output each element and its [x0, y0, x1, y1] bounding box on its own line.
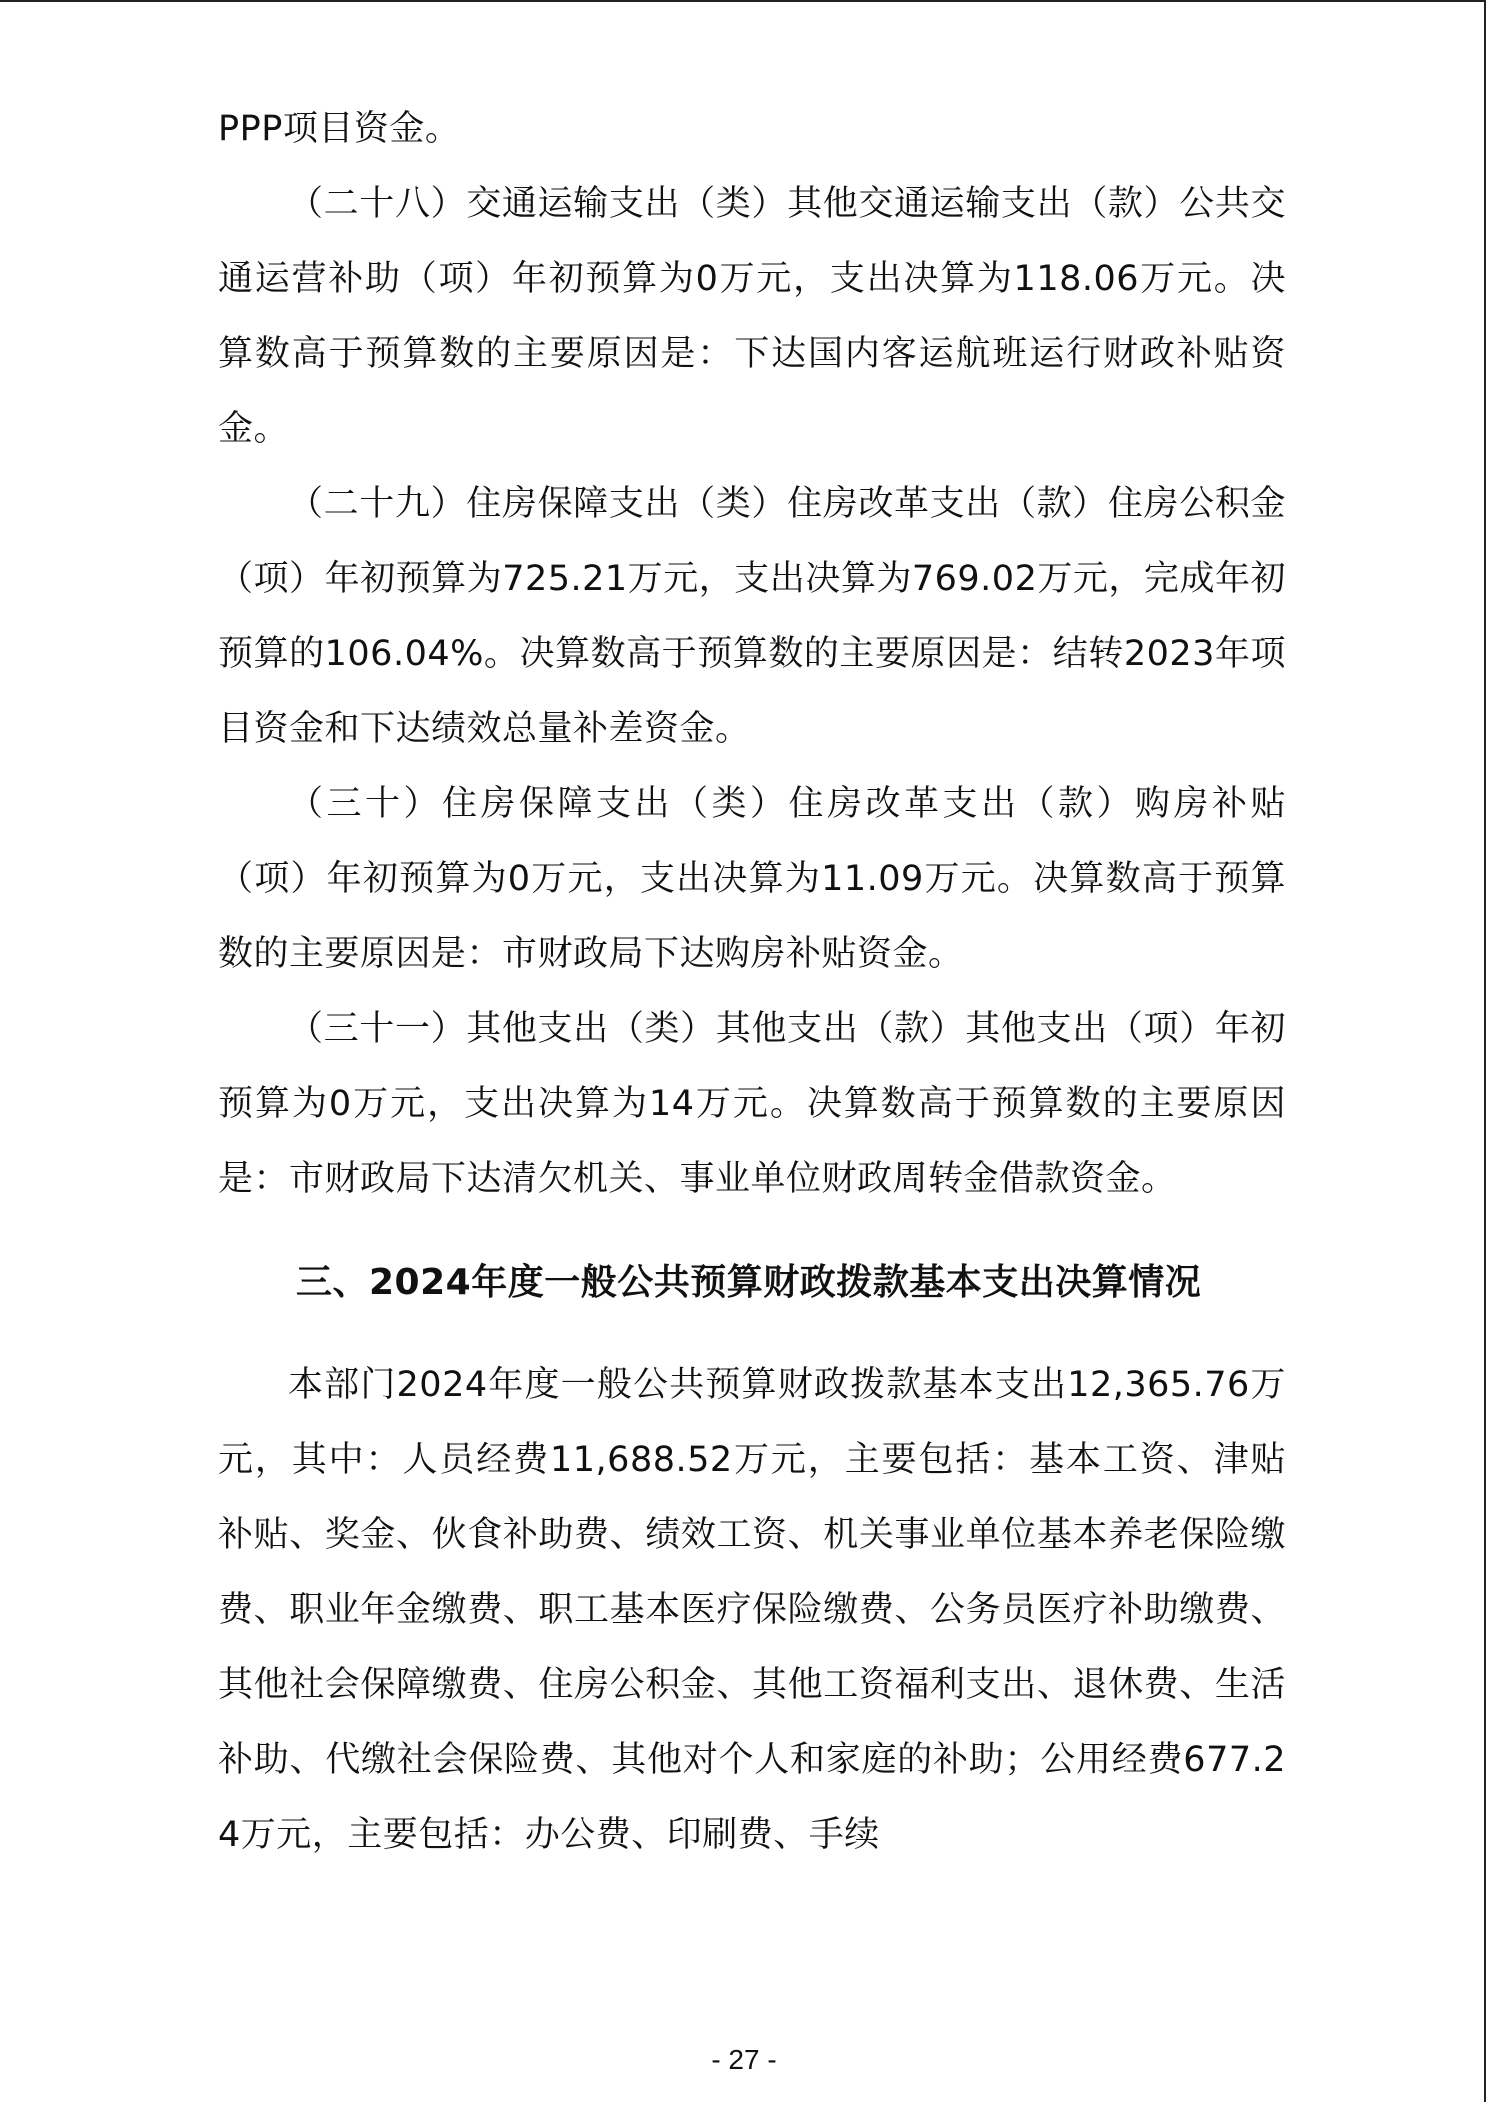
page-number: - 27 -	[711, 2044, 777, 2075]
paragraph-item-30: （三十）住房保障支出（类）住房改革支出（款）购房补贴（项）年初预算为0万元，支出决算为11.09万元。决算数高于预算数的主要原因是：市财政局下达购房补贴资金。	[218, 784, 1286, 974]
paragraph-continuation: PPP项目资金。	[218, 109, 461, 149]
paragraph-basic-expenditure: 本部门2024年度一般公共预算财政拨款基本支出12,365.76万元，其中：人员经费11,688.52万元，主要包括：基本工资、津贴补贴、奖金、伙食补助费、绩效工资、机关事业单位基本养老保险缴费、职业年金缴费、职工基本医疗保险缴费、公务员医疗补助缴费、其他社会保障缴费、住房公积金、其他工资福利支出、退休费、生活补助、代缴社会保险费、其他对个人和家庭的补助；公用经费677.24万元，主要包括：办公费、印刷费、手续	[218, 1365, 1286, 1855]
paragraph-item-31: （三十一）其他支出（类）其他支出（款）其他支出（项）年初预算为0万元，支出决算为14万元。决算数高于预算数的主要原因是：市财政局下达清欠机关、事业单位财政周转金借款资金。	[218, 1009, 1286, 1199]
section-heading: 三、2024年度一般公共预算财政拨款基本支出决算情况	[296, 1262, 1202, 1303]
paragraph-item-29: （二十九）住房保障支出（类）住房改革支出（款）住房公积金（项）年初预算为725.21万元，支出决算为769.02万元，完成年初预算的106.04%。决算数高于预算数的主要原因是：结转2023年项目资金和下达绩效总量补差资金。	[218, 484, 1286, 749]
paragraph-item-28: （二十八）交通运输支出（类）其他交通运输支出（款）公共交通运营补助（项）年初预算为0万元，支出决算为118.06万元。决算数高于预算数的主要原因是：下达国内客运航班运行财政补贴资金。	[218, 184, 1286, 449]
document-body	[218, 92, 1286, 1873]
